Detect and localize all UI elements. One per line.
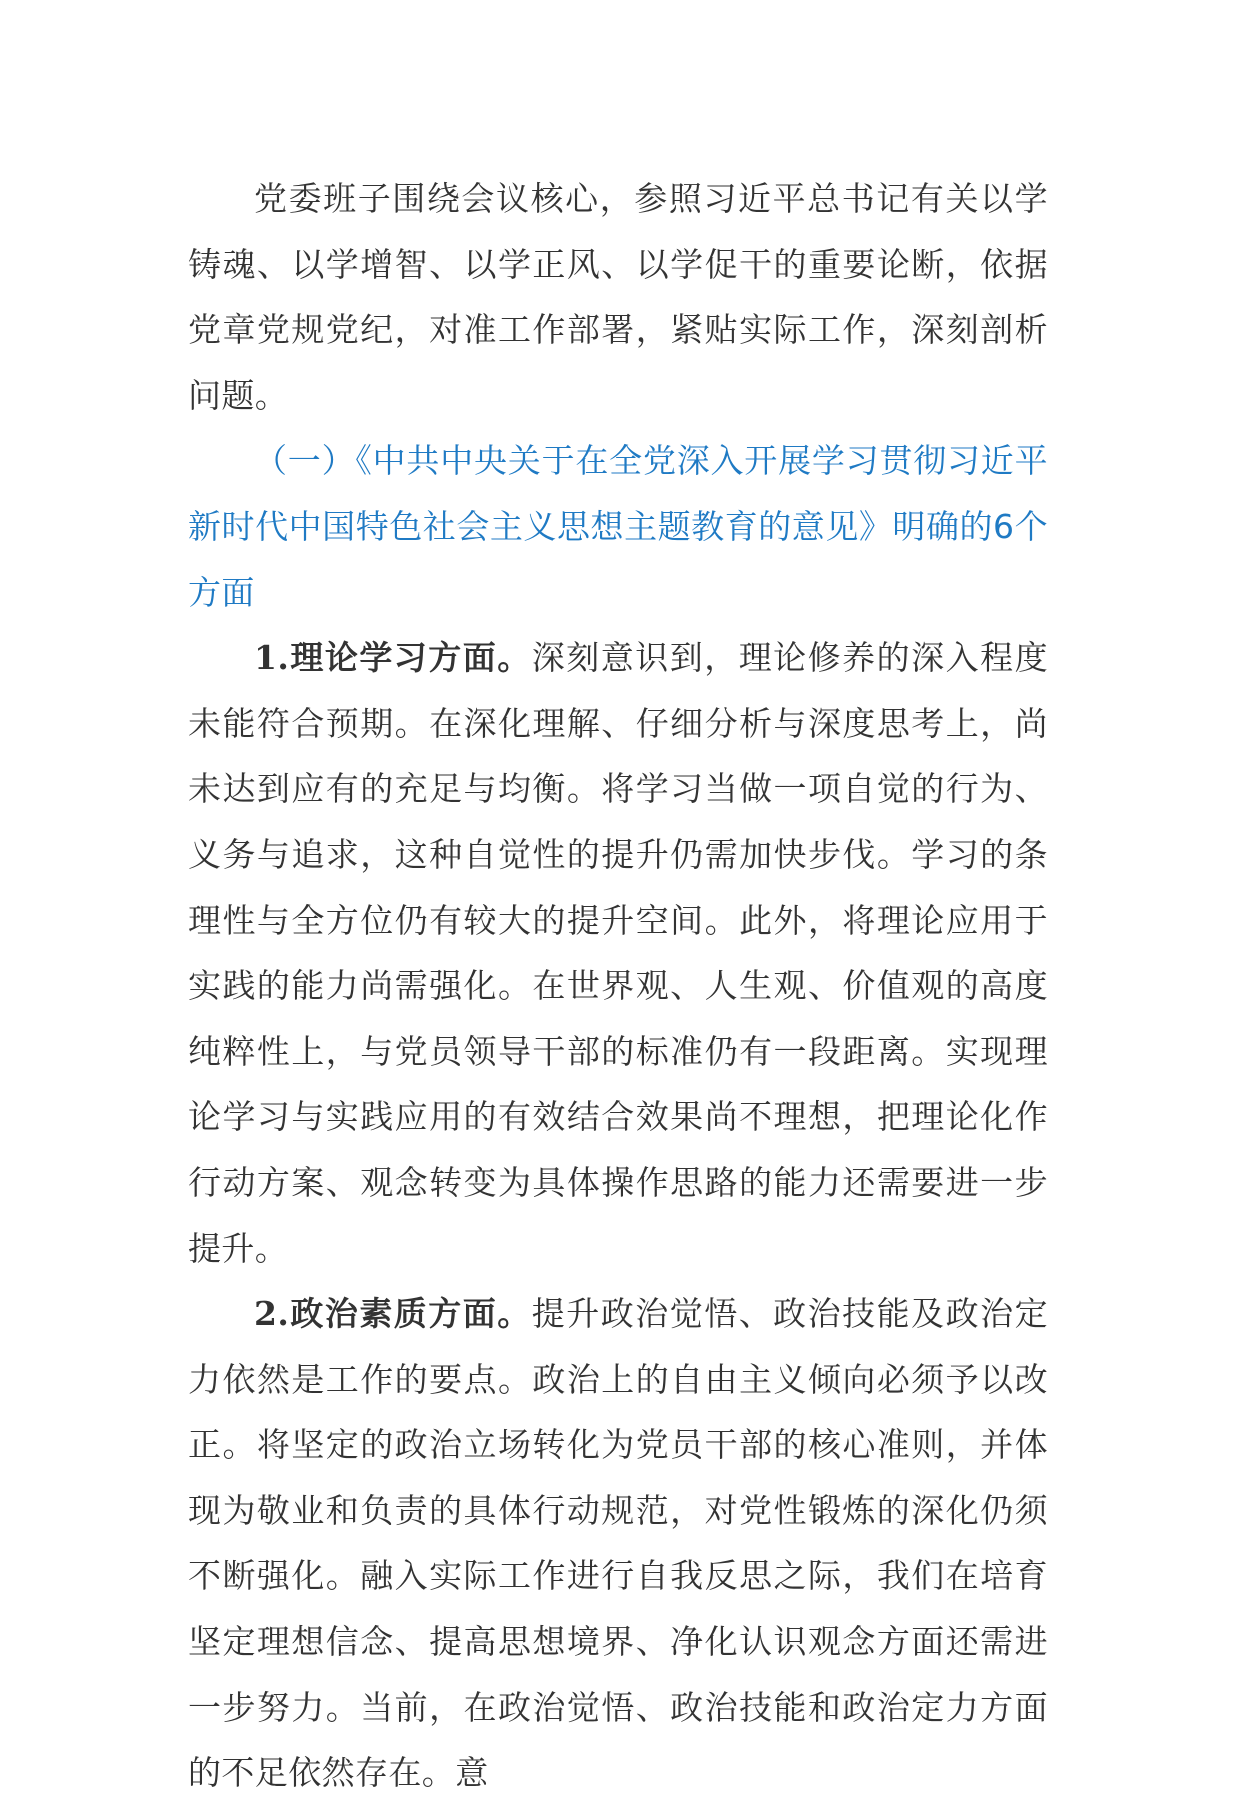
intro-paragraph: 党委班子围绕会议核心，参照习近平总书记有关以学铸魂、以学增智、以学正风、以学促干的重要论断，依据党章党规党纪，对准工作部署，紧贴实际工作，深刻剖析问题。 [188,179,1048,415]
item-lead-2: 2.政治素质方面。 [254,1294,532,1334]
document-body [188,166,1048,1806]
item-body-2: 提升政治觉悟、政治技能及政治定力依然是工作的要点。政治上的自由主义倾向必须予以改正。将坚定的政治立场转化为党员干部的核心准则，并体现为敬业和负责的具体行动规范，对党性锻炼的深化仍须不断强化。融入实际工作进行自我反思之际，我们在培育坚定理想信念、提高思想境界、净化认识观念方面还需进一步努力。当前，在政治觉悟、政治技能和政治定力方面的不足依然存在。意 [188,1294,1048,1793]
item-body-1: 深刻意识到，理论修养的深入程度未能符合预期。在深化理解、仔细分析与深度思考上，尚未达到应有的充足与均衡。将学习当做一项自觉的行为、义务与追求，这种自觉性的提升仍需加快步伐。学习的条理性与全方位仍有较大的提升空间。此外，将理论应用于实践的能力尚需强化。在世界观、人生观、价值观的高度纯粹性上，与党员领导干部的标准仍有一段距离。实现理论学习与实践应用的有效结合效果尚不理想，把理论化作行动方案、观念转变为具体操作思路的能力还需要进一步提升。 [188,638,1048,1268]
item-paragraph-1 [188,625,1048,1281]
item-paragraph-2 [188,1281,1048,1806]
item-lead-1: 1.理论学习方面。 [254,638,532,678]
section-heading: （一）《中共中央关于在全党深入开展学习贯彻习近平新时代中国特色社会主义思想主题教育的意见》明确的6个方面 [188,441,1048,612]
